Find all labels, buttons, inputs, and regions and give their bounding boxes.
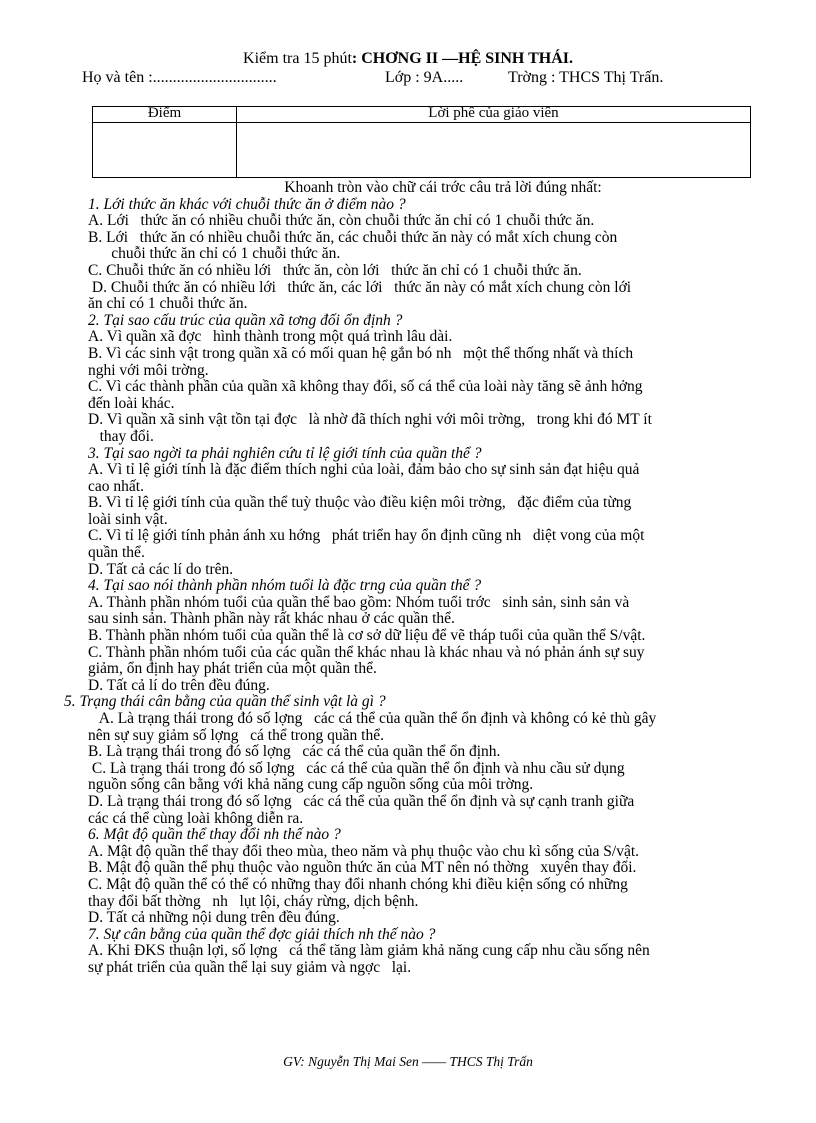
answer-line: sự phát triển của quần thể lại suy giảm và ngợc lại. <box>88 958 412 976</box>
school-field: Trờng : THCS Thị Trấn. <box>508 69 664 86</box>
question-2: 2. Tại sao cấu trúc của quần xã tơng đối ổn định ? <box>88 311 403 329</box>
answer-line: thay đổi. <box>88 427 154 445</box>
answer-line: các cá thể cùng loài không diễn ra. <box>88 809 304 827</box>
question-7: 7. Sự cân bằng của quần thể đợc giải thích nh thế nào ? <box>88 925 436 943</box>
answer-line: C. Mật độ quần thể có thể có những thay đổi nhanh chóng khi điều kiện sống có những <box>88 875 628 893</box>
answer-line: D. Chuỗi thức ăn có nhiều lới thức ăn, các lới thức ăn này có mắt xích chung còn lới <box>88 278 632 296</box>
answer-line: A. Mật độ quần thể thay đổi theo mùa, theo năm và phụ thuộc vào chu kì sống của S/vật. <box>88 842 639 860</box>
answer-line: thay đổi bất thờng nh lụt lội, cháy rừng, dịch bệnh. <box>88 892 419 910</box>
title-prefix: Kiểm tra 15 phút <box>243 50 352 67</box>
answer-line: ăn chỉ có 1 chuỗi thức ăn. <box>88 295 248 313</box>
question-list <box>64 179 778 977</box>
exam-title <box>0 49 816 69</box>
answer-line: quần thể. <box>88 544 145 562</box>
answer-line: B. Mật độ quần thể phụ thuộc vào nguồn thức ăn của MT nên nó thờng xuyên thay đổi. <box>88 859 637 877</box>
footer-signature: GV: Nguyễn Thị Mai Sen —— THCS Thị Trấn <box>283 1054 533 1069</box>
title-main: : CHƠNG II —HỆ SINH THÁI. <box>351 50 573 67</box>
teacher-comment-cell <box>237 123 751 178</box>
answer-line: C. Là trạng thái trong đó số lợng các cá thể của quần thể ổn định và nhu cầu sử dụng <box>88 759 625 777</box>
answer-line: B. Là trạng thái trong đó số lợng các cá thể của quần thể ổn định. <box>88 743 501 761</box>
question-1: 1. Lới thức ăn khác với chuỗi thức ăn ở điểm nào ? <box>88 195 406 213</box>
answer-line: C. Chuỗi thức ăn có nhiều lới thức ăn, còn lới thức ăn chỉ có 1 chuỗi thức ăn. <box>88 261 582 279</box>
answer-line: nên sự suy giảm số lợng cá thể trong quần thể. <box>88 726 384 744</box>
answer-line: D. Là trạng thái trong đó số lợng các cá thể của quần thể ổn định và sự cạnh tranh giữa <box>88 792 635 810</box>
answer-line: D. Tất cả các lí do trên. <box>88 560 234 578</box>
grade-table <box>92 106 751 178</box>
score-cell <box>93 123 237 178</box>
score-header: Điểm <box>93 107 237 123</box>
answer-line: C. Thành phần nhóm tuổi của các quần thể khác nhau là khác nhau và nó phản ánh sự suy <box>88 643 645 661</box>
answer-line: sau sinh sản. Thành phần này rất khác nhau ở các quần thể. <box>88 610 455 628</box>
answer-line: C. Vì tỉ lệ giới tính phản ánh xu hớng phát triển hay ổn định cũng nh diệt vong của một <box>88 527 645 545</box>
answer-line: B. Lới thức ăn có nhiều chuỗi thức ăn, các chuỗi thức ăn này có mắt xích chung còn <box>88 228 618 246</box>
answer-line: D. Vì quần xã sinh vật tồn tại đợc là nhờ đã thích nghi với môi trờng, trong khi đó MT ít <box>88 411 652 429</box>
student-name-field: Họ và tên :............................... <box>82 69 277 86</box>
answer-line: loài sinh vật. <box>88 510 168 528</box>
class-field: Lớp : 9A..... <box>385 69 464 86</box>
answer-line: A. Vì quần xã đợc hình thành trong một quá trình lâu dài. <box>88 328 453 346</box>
teacher-comment-header: Lời phê của giáo viên <box>237 107 751 123</box>
answer-line: A. Lới thức ăn có nhiều chuỗi thức ăn, còn chuỗi thức ăn chỉ có 1 chuỗi thức ăn. <box>88 212 595 230</box>
answer-line: chuỗi thức ăn chỉ có 1 chuỗi thức ăn. <box>88 245 341 263</box>
answer-line: nguồn sống cân bằng với khả năng cung cấp nguồn sống của môi trờng. <box>88 776 534 794</box>
answer-line: đến loài khác. <box>88 394 175 412</box>
answer-line: B. Vì các sinh vật trong quần xã có mối quan hệ gắn bó nh một thể thống nhất và thích <box>88 344 634 362</box>
answer-line: A. Thành phần nhóm tuổi của quần thể bao gồm: Nhóm tuổi trớc sinh sản, sinh sản và <box>88 593 630 611</box>
question-5: 5. Trạng thái cân bằng của quần thể sinh vật là gì ? <box>64 693 386 711</box>
answer-line: A. Là trạng thái trong đó số lợng các cá thể của quần thể ổn định và không có kẻ thù gây <box>88 710 657 727</box>
answer-line: giảm, ổn định hay phát triển của một quần thể. <box>88 660 377 678</box>
answer-line: C. Vì các thành phần của quần xã không thay đổi, số cá thể của loài này tăng sẽ ảnh hởng <box>88 378 643 396</box>
answer-line: A. Khi ĐKS thuận lợi, số lợng cá thể tăng làm giảm khả năng cung cấp nhu cầu sống nên <box>88 942 650 960</box>
student-info-row <box>82 68 782 88</box>
question-4: 4. Tại sao nói thành phần nhóm tuổi là đặc trng của quần thể ? <box>88 577 482 595</box>
answer-line: D. Tất cả những nội dung trên đều đúng. <box>88 909 340 927</box>
answer-line: B. Vì tỉ lệ giới tính của quần thể tuỳ thuộc vào điều kiện môi trờng, đặc điểm của từng <box>88 494 632 512</box>
answer-line: nghi với môi trờng. <box>88 361 209 379</box>
answer-line: cao nhất. <box>88 477 144 495</box>
instruction: Khoanh tròn vào chữ cái trớc câu trả lời đúng nhất: <box>284 179 602 196</box>
question-3: 3. Tại sao ngời ta phải nghiên cứu tỉ lệ giới tính của quần thể ? <box>88 444 482 462</box>
question-6: 6. Mật độ quần thể thay đổi nh thế nào ? <box>88 826 341 844</box>
answer-line: B. Thành phần nhóm tuổi của quần thể là cơ sở dữ liệu để vẽ tháp tuổi của quần thể S/vật. <box>88 627 646 645</box>
answer-line: A. Vì tỉ lệ giới tính là đặc điểm thích nghi của loài, đảm bảo cho sự sinh sản đạt hiệu quả <box>88 461 640 479</box>
answer-line: D. Tất cả lí do trên đều đúng. <box>88 676 270 694</box>
